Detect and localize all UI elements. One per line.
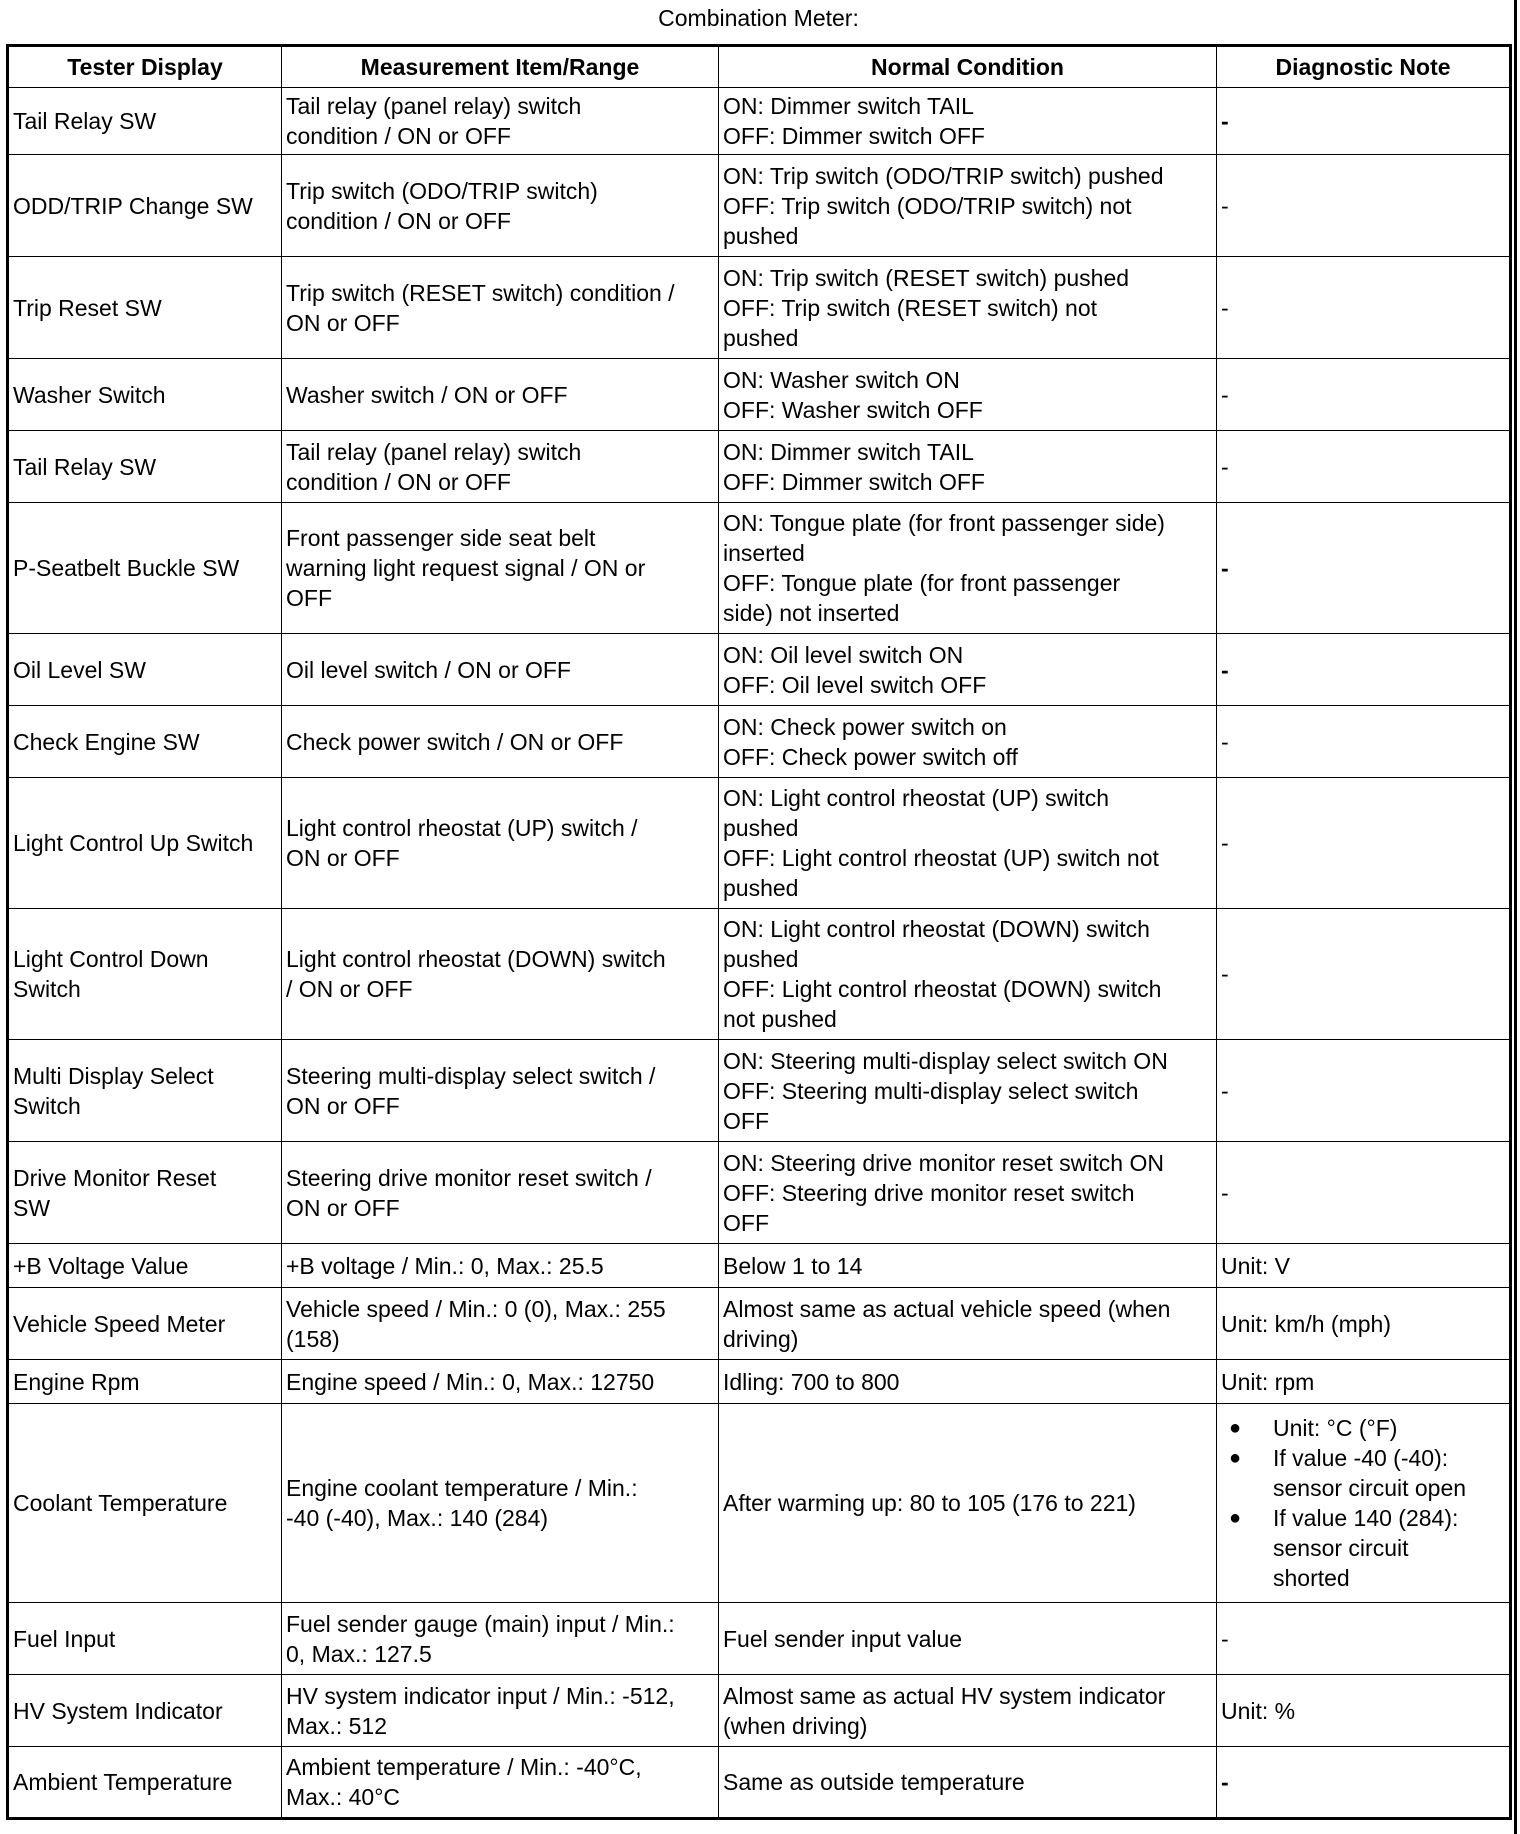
- diagnostic-note-list: [1221, 1413, 1505, 1593]
- normal-condition-cell-text: ON: Tongue plate (for front passenger side) inserted OFF: Tongue plate (for front passenger side) not inserted: [723, 510, 1165, 626]
- diagnostic-note-cell-text: -: [1221, 961, 1229, 987]
- tester-display-cell-text: Trip Reset SW: [13, 294, 162, 321]
- normal-condition-cell-text: ON: Washer switch ON OFF: Washer switch OFF: [723, 366, 983, 423]
- measurement-cell: [282, 909, 719, 1040]
- table-caption: Combination Meter:: [658, 5, 859, 31]
- normal-condition-cell: [719, 706, 1217, 778]
- tester-display-cell: [8, 909, 282, 1040]
- table-row: [8, 706, 1511, 778]
- tester-display-cell-text: HV System Indicator: [13, 1697, 223, 1724]
- table-row: [8, 1142, 1511, 1244]
- diagnostic-note-cell: [1217, 88, 1511, 155]
- diagnostic-note-cell-text: Unit: V: [1221, 1252, 1291, 1279]
- tester-display-cell-text: P-Seatbelt Buckle SW: [13, 555, 240, 581]
- tester-display-cell: [8, 706, 282, 778]
- tester-display-cell: [8, 1288, 282, 1360]
- measurement-cell: [282, 1675, 719, 1747]
- diagnostic-note-cell: [1217, 431, 1511, 503]
- normal-condition-cell-text: ON: Steering drive monitor reset switch ON OFF: Steering drive monitor reset switch OFF: [723, 1149, 1164, 1236]
- tester-display-cell: [8, 155, 282, 257]
- normal-condition-cell: [719, 257, 1217, 359]
- normal-condition-cell: [719, 1244, 1217, 1288]
- list-item: [1229, 1503, 1505, 1593]
- normal-condition-cell-text: ON: Check power switch on OFF: Check power switch off: [723, 713, 1018, 770]
- normal-condition-cell: [719, 1288, 1217, 1360]
- measurement-cell-text: Oil level switch / ON or OFF: [286, 656, 571, 683]
- tester-display-cell-text: Oil Level SW: [13, 656, 146, 683]
- measurement-cell-text: Fuel sender gauge (main) input / Min.: 0, Max.: 127.5: [286, 1610, 675, 1667]
- normal-condition-cell-text: Idling: 700 to 800: [723, 1368, 900, 1395]
- tester-display-cell: [8, 1675, 282, 1747]
- diagnostic-note-cell-text: -: [1221, 728, 1229, 755]
- tester-display-cell-text: Fuel Input: [13, 1625, 116, 1652]
- normal-condition-cell-text: Same as outside temperature: [723, 1769, 1025, 1795]
- diagnostic-note-cell: [1217, 1040, 1511, 1142]
- diagnostic-note-cell-text: -: [1221, 1625, 1229, 1652]
- measurement-cell-text: Engine speed / Min.: 0, Max.: 12750: [286, 1368, 655, 1395]
- measurement-cell-text: Steering multi-display select switch / ON or OFF: [286, 1062, 656, 1119]
- measurement-cell-text: Washer switch / ON or OFF: [286, 381, 568, 408]
- normal-condition-cell: [719, 1747, 1217, 1819]
- diagnostic-note-cell: [1217, 1603, 1511, 1675]
- list-item: [1229, 1413, 1505, 1443]
- tester-display-cell-text: Multi Display Select Switch: [13, 1062, 214, 1119]
- tester-display-cell: [8, 359, 282, 431]
- header-normal-condition: Normal Condition: [719, 46, 1217, 88]
- combination-meter-table: [6, 44, 1512, 1820]
- normal-condition-cell-text: ON: Trip switch (ODO/TRIP switch) pushed OFF: Trip switch (ODO/TRIP switch) not pushed: [723, 162, 1164, 249]
- measurement-cell-text: Steering drive monitor reset switch / ON or OFF: [286, 1164, 652, 1221]
- tester-display-cell: [8, 88, 282, 155]
- diagnostic-note-cell: [1217, 1360, 1511, 1404]
- bullet-icon: ●: [1229, 1417, 1242, 1439]
- header-row: [8, 46, 1511, 88]
- tester-display-cell: [8, 1603, 282, 1675]
- table-row: [8, 155, 1511, 257]
- measurement-cell-text: Front passenger side seat belt warning light request signal / ON or OFF: [286, 525, 646, 611]
- measurement-cell: [282, 1040, 719, 1142]
- diagnostic-note-cell: [1217, 909, 1511, 1040]
- tester-display-cell: [8, 1360, 282, 1404]
- tester-display-cell: [8, 503, 282, 634]
- diagnostic-note-cell: [1217, 634, 1511, 706]
- measurement-cell: [282, 1404, 719, 1603]
- table-row: [8, 1747, 1511, 1819]
- diagnostic-note-cell: [1217, 1244, 1511, 1288]
- table-row: [8, 634, 1511, 706]
- normal-condition-cell: [719, 88, 1217, 155]
- tester-display-cell-text: Coolant Temperature: [13, 1490, 228, 1516]
- tester-display-cell-text: Drive Monitor Reset SW: [13, 1164, 217, 1221]
- normal-condition-cell-text: Almost same as actual HV system indicator (when driving): [723, 1682, 1166, 1739]
- diagnostic-note-cell-text: -: [1221, 1769, 1229, 1795]
- table-row: [8, 257, 1511, 359]
- measurement-cell: [282, 88, 719, 155]
- measurement-cell: [282, 359, 719, 431]
- bullet-text: Unit: °C (°F): [1273, 1415, 1398, 1441]
- measurement-cell: [282, 1603, 719, 1675]
- tester-display-cell-text: Tail Relay SW: [13, 453, 157, 480]
- tester-display-cell: [8, 1040, 282, 1142]
- normal-condition-cell: [719, 431, 1217, 503]
- tester-display-cell: [8, 431, 282, 503]
- normal-condition-cell: [719, 1603, 1217, 1675]
- header-diagnostic-note: Diagnostic Note: [1217, 46, 1511, 88]
- diagnostic-note-cell-text: -: [1221, 294, 1229, 321]
- diagnostic-note-cell-text: -: [1221, 381, 1229, 408]
- table-row: [8, 909, 1511, 1040]
- diagnostic-note-cell: [1217, 155, 1511, 257]
- diagnostic-note-cell-text: Unit: %: [1221, 1697, 1296, 1724]
- normal-condition-cell-text: ON: Dimmer switch TAIL OFF: Dimmer switch OFF: [723, 93, 985, 149]
- header-measurement-item: Measurement Item/Range: [282, 46, 719, 88]
- measurement-cell: [282, 778, 719, 909]
- diagnostic-note-cell-text: Unit: rpm: [1221, 1368, 1315, 1395]
- normal-condition-cell: [719, 778, 1217, 909]
- tester-display-cell-text: +B Voltage Value: [13, 1252, 189, 1279]
- diagnostic-note-cell-text: -: [1221, 1179, 1229, 1206]
- measurement-cell-text: Tail relay (panel relay) switch condition / ON or OFF: [286, 438, 582, 495]
- table-row: [8, 1404, 1511, 1603]
- measurement-cell: [282, 1747, 719, 1819]
- tester-display-cell: [8, 1747, 282, 1819]
- diagnostic-note-cell-text: -: [1221, 108, 1229, 134]
- normal-condition-cell-text: Fuel sender input value: [723, 1625, 963, 1652]
- diagnostic-note-cell: [1217, 1404, 1511, 1603]
- diagnostic-note-cell-text: -: [1221, 830, 1229, 856]
- normal-condition-cell: [719, 155, 1217, 257]
- normal-condition-cell-text: Almost same as actual vehicle speed (when driving): [723, 1295, 1171, 1352]
- diagnostic-note-cell-text: -: [1221, 192, 1229, 219]
- normal-condition-cell-text: After warming up: 80 to 105 (176 to 221): [723, 1490, 1136, 1516]
- measurement-cell-text: Vehicle speed / Min.: 0 (0), Max.: 255 (158): [286, 1295, 666, 1352]
- measurement-cell: [282, 1244, 719, 1288]
- measurement-cell: [282, 155, 719, 257]
- table-row: [8, 431, 1511, 503]
- header-tester-display: Tester Display: [8, 46, 282, 88]
- table-row: [8, 1675, 1511, 1747]
- diagnostic-note-cell-text: -: [1221, 1077, 1229, 1104]
- diagnostic-note-cell: [1217, 706, 1511, 778]
- normal-condition-cell: [719, 909, 1217, 1040]
- normal-condition-cell-text: ON: Dimmer switch TAIL OFF: Dimmer switch OFF: [723, 438, 985, 495]
- measurement-cell-text: Light control rheostat (UP) switch / ON or OFF: [286, 815, 638, 871]
- tester-display-cell-text: Ambient Temperature: [13, 1769, 233, 1795]
- diagnostic-note-cell: [1217, 503, 1511, 634]
- diagnostic-note-cell-text: -: [1221, 453, 1229, 480]
- normal-condition-cell: [719, 1675, 1217, 1747]
- diagnostic-note-cell: [1217, 257, 1511, 359]
- diagnostic-note-cell: [1217, 1142, 1511, 1244]
- normal-condition-cell-text: ON: Oil level switch ON OFF: Oil level switch OFF: [723, 641, 987, 698]
- table-row: [8, 1360, 1511, 1404]
- normal-condition-cell: [719, 503, 1217, 634]
- diagnostic-note-cell: [1217, 1675, 1511, 1747]
- table-body: [8, 88, 1511, 1819]
- tester-display-cell: [8, 634, 282, 706]
- table-row: [8, 1040, 1511, 1142]
- table-row: [8, 778, 1511, 909]
- measurement-cell: [282, 1288, 719, 1360]
- measurement-cell: [282, 1142, 719, 1244]
- measurement-cell-text: +B voltage / Min.: 0, Max.: 25.5: [286, 1252, 604, 1279]
- measurement-cell: [282, 503, 719, 634]
- table-row: [8, 359, 1511, 431]
- measurement-cell-text: Trip switch (ODO/TRIP switch) condition / ON or OFF: [286, 177, 598, 234]
- tester-display-cell: [8, 1142, 282, 1244]
- measurement-cell-text: Trip switch (RESET switch) condition / ON or OFF: [286, 279, 675, 336]
- bullet-icon: ●: [1229, 1447, 1242, 1469]
- diagnostic-note-cell: [1217, 1747, 1511, 1819]
- measurement-cell-text: Ambient temperature / Min.: -40°C, Max.: 40°C: [286, 1754, 642, 1810]
- measurement-cell-text: HV system indicator input / Min.: -512, Max.: 512: [286, 1682, 675, 1739]
- measurement-cell-text: Light control rheostat (DOWN) switch / ON or OFF: [286, 946, 666, 1002]
- measurement-cell: [282, 1360, 719, 1404]
- list-item: [1229, 1443, 1505, 1503]
- tester-display-cell-text: Vehicle Speed Meter: [13, 1310, 226, 1337]
- measurement-cell: [282, 431, 719, 503]
- measurement-cell: [282, 706, 719, 778]
- diagnostic-note-cell-text: Unit: km/h (mph): [1221, 1310, 1391, 1337]
- tester-display-cell-text: Check Engine SW: [13, 728, 200, 755]
- normal-condition-cell-text: ON: Light control rheostat (DOWN) switch pushed OFF: Light control rheostat (DOWN) switch not pushed: [723, 916, 1162, 1032]
- diagnostic-note-cell: [1217, 1288, 1511, 1360]
- tester-display-cell: [8, 778, 282, 909]
- normal-condition-cell-text: ON: Steering multi-display select switch ON OFF: Steering multi-display select switch OFF: [723, 1047, 1168, 1134]
- bullet-icon: ●: [1229, 1507, 1242, 1529]
- normal-condition-cell: [719, 359, 1217, 431]
- bullet-text: If value -40 (-40): sensor circuit open: [1273, 1445, 1467, 1501]
- table-row: [8, 1603, 1511, 1675]
- measurement-cell: [282, 634, 719, 706]
- diagnostic-note-cell-text: -: [1221, 656, 1229, 683]
- diagnostic-note-cell: [1217, 359, 1511, 431]
- measurement-cell: [282, 257, 719, 359]
- tester-display-cell: [8, 1244, 282, 1288]
- measurement-cell-text: Engine coolant temperature / Min.: -40 (-40), Max.: 140 (284): [286, 1475, 638, 1531]
- table-row: [8, 503, 1511, 634]
- tester-display-cell: [8, 257, 282, 359]
- table-row: [8, 1288, 1511, 1360]
- tester-display-cell: [8, 1404, 282, 1603]
- normal-condition-cell-text: ON: Trip switch (RESET switch) pushed OFF: Trip switch (RESET switch) not pushed: [723, 264, 1130, 351]
- measurement-cell-text: Tail relay (panel relay) switch condition / ON or OFF: [286, 93, 582, 149]
- table-row: [8, 88, 1511, 155]
- diagnostic-note-cell-text: -: [1221, 555, 1229, 581]
- tester-display-cell-text: ODD/TRIP Change SW: [13, 192, 253, 219]
- tester-display-cell-text: Tail Relay SW: [13, 108, 157, 134]
- measurement-cell-text: Check power switch / ON or OFF: [286, 728, 624, 755]
- tester-display-cell-text: Washer Switch: [13, 381, 166, 408]
- bullet-text: If value 140 (284): sensor circuit shorted: [1273, 1505, 1459, 1591]
- normal-condition-cell-text: ON: Light control rheostat (UP) switch pushed OFF: Light control rheostat (UP) switch not pushed: [723, 785, 1159, 901]
- normal-condition-cell: [719, 634, 1217, 706]
- normal-condition-cell: [719, 1360, 1217, 1404]
- tester-display-cell-text: Engine Rpm: [13, 1368, 140, 1395]
- table-row: [8, 1244, 1511, 1288]
- normal-condition-cell: [719, 1404, 1217, 1603]
- tester-display-cell-text: Light Control Down Switch: [13, 946, 209, 1002]
- tester-display-cell-text: Light Control Up Switch: [13, 830, 254, 856]
- normal-condition-cell: [719, 1142, 1217, 1244]
- normal-condition-cell-text: Below 1 to 14: [723, 1252, 863, 1279]
- diagnostic-note-cell: [1217, 778, 1511, 909]
- normal-condition-cell: [719, 1040, 1217, 1142]
